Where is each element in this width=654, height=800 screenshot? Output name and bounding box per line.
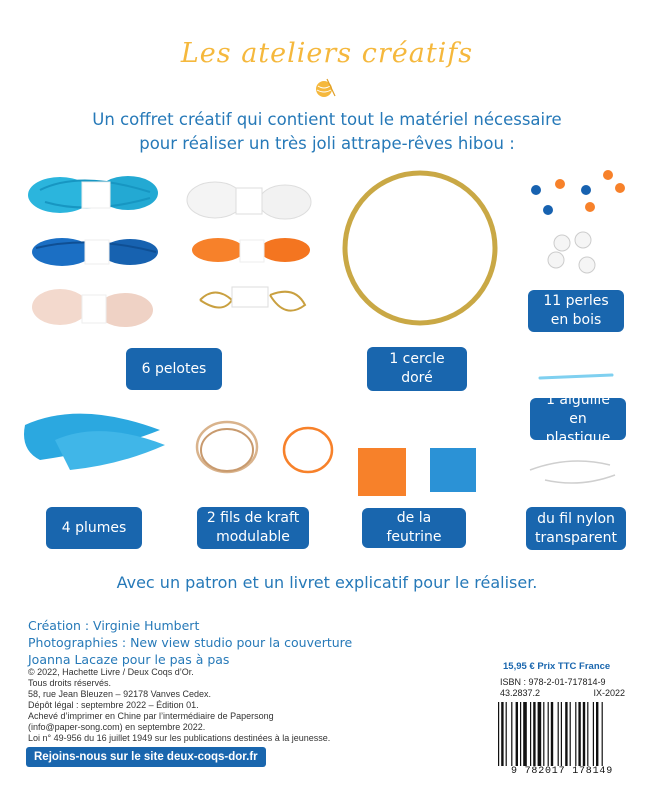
legal-line: Tous droits réservés. xyxy=(28,678,112,688)
product-code: 43.2837.2 xyxy=(500,688,541,698)
isbn-block xyxy=(500,677,625,699)
barcode-bar xyxy=(533,702,535,766)
label-perles-line2: en bois xyxy=(550,312,602,328)
barcode-bar xyxy=(520,702,521,766)
barcode-number: 9 782017 178149 xyxy=(510,766,613,777)
barcode-bar xyxy=(587,702,588,766)
label-pelotes: 6 pelotes xyxy=(126,348,222,390)
outro-text: Avec un patron et un livret explicatif pour le réaliser. xyxy=(116,573,538,592)
barcode-bar xyxy=(561,702,562,766)
barcode-bar xyxy=(501,702,503,766)
barcode-bar xyxy=(530,702,531,766)
barcode-bar xyxy=(548,702,549,766)
brand-title: Les ateliers créatifs xyxy=(180,38,474,69)
label-cercle xyxy=(367,347,467,391)
intro-line-1: Un coffret créatif qui contient tout le matériel nécessaire xyxy=(92,110,562,129)
barcode-bar xyxy=(570,702,571,766)
label-aiguille xyxy=(530,391,626,446)
yarn-ball-icon xyxy=(313,78,337,98)
label-perles xyxy=(528,290,624,332)
edition-code: IX-2022 xyxy=(593,688,625,698)
barcode-bar xyxy=(498,702,499,766)
barcode-bar xyxy=(583,702,585,766)
credit-photos-2: Joanna Lacaze pour le pas à pas xyxy=(28,652,230,667)
label-cercle-line2: doré xyxy=(401,370,433,386)
legal-line: Dépôt légal : septembre 2022 – Édition 01. xyxy=(28,700,199,710)
barcode-bar xyxy=(593,702,594,766)
legal-line: Loi n° 49-956 du 16 juillet 1949 sur les publications destinées à la jeunesse. xyxy=(28,733,331,743)
price: 15,95 € Prix TTC France xyxy=(503,661,611,672)
label-aiguille-line1: 1 aiguille xyxy=(546,391,610,408)
intro-text xyxy=(0,108,654,156)
barcode-bar xyxy=(551,702,553,766)
label-nylon-line2: transparent xyxy=(535,529,617,546)
barcode-bar xyxy=(523,702,527,766)
barcode-bar xyxy=(516,702,518,766)
barcode-bar xyxy=(578,702,580,766)
barcode-bar xyxy=(602,702,603,766)
label-plumes: 4 plumes xyxy=(46,507,142,549)
legal-notice xyxy=(28,667,368,744)
barcode-bar xyxy=(538,702,542,766)
legal-line: Achevé d’imprimer en Chine par l’intermédiaire de Papersong xyxy=(28,711,274,721)
website-banner[interactable]: Rejoins-nous sur le site deux-coqs-dor.fr xyxy=(26,747,266,767)
label-perles-line1: 11 perles xyxy=(543,293,609,309)
intro-line-2: pour réaliser un très joli attrape-rêves hibou : xyxy=(139,134,515,153)
beads-image xyxy=(531,170,625,273)
turquoise-skein-image xyxy=(28,176,158,213)
kit-photos xyxy=(0,160,654,560)
barcode-bar xyxy=(565,702,567,766)
barcode-bar xyxy=(558,702,559,766)
pink-skein-image xyxy=(32,289,153,327)
barcode-bar xyxy=(511,702,512,766)
gold-thread-image xyxy=(200,287,305,311)
gold-ring-image xyxy=(345,173,495,323)
label-kraft xyxy=(197,507,309,549)
kraft-wire-image xyxy=(197,422,332,472)
nylon-thread-image xyxy=(530,461,615,483)
felt-image xyxy=(358,448,476,496)
blue-skein-image xyxy=(32,238,158,266)
barcode-bar xyxy=(575,702,576,766)
barcode-bar xyxy=(506,702,507,766)
credits xyxy=(28,617,352,668)
barcode-bar xyxy=(543,702,544,766)
feathers-image xyxy=(24,414,165,470)
label-nylon-line1: du fil nylon xyxy=(537,510,615,527)
isbn-number: ISBN : 978-2-01-717814-9 xyxy=(500,677,606,687)
label-kraft-line1: 2 fils de kraft xyxy=(206,510,300,526)
label-nylon xyxy=(526,507,626,550)
barcode-image xyxy=(494,702,630,766)
legal-line: 58, rue Jean Bleuzen – 92178 Vanves Cedex. xyxy=(28,689,211,699)
credit-creation: Création : Virginie Humbert xyxy=(28,618,200,633)
orange-skein-image xyxy=(192,238,310,262)
credit-photos: Photographies : New view studio pour la couverture xyxy=(28,635,353,650)
label-cercle-line1: 1 cercle xyxy=(389,351,445,367)
label-feutrine: de la feutrine xyxy=(362,508,466,548)
label-kraft-line2: modulable xyxy=(216,529,290,545)
white-skein-image xyxy=(187,182,311,219)
barcode-bar xyxy=(596,702,598,766)
label-aiguille-line2: en plastique xyxy=(545,410,611,446)
legal-line: (info@paper-song.com) en septembre 2022. xyxy=(28,722,206,732)
legal-line: © 2022, Hachette Livre / Deux Coqs d’Or. xyxy=(28,667,194,677)
needle-image xyxy=(540,375,612,378)
